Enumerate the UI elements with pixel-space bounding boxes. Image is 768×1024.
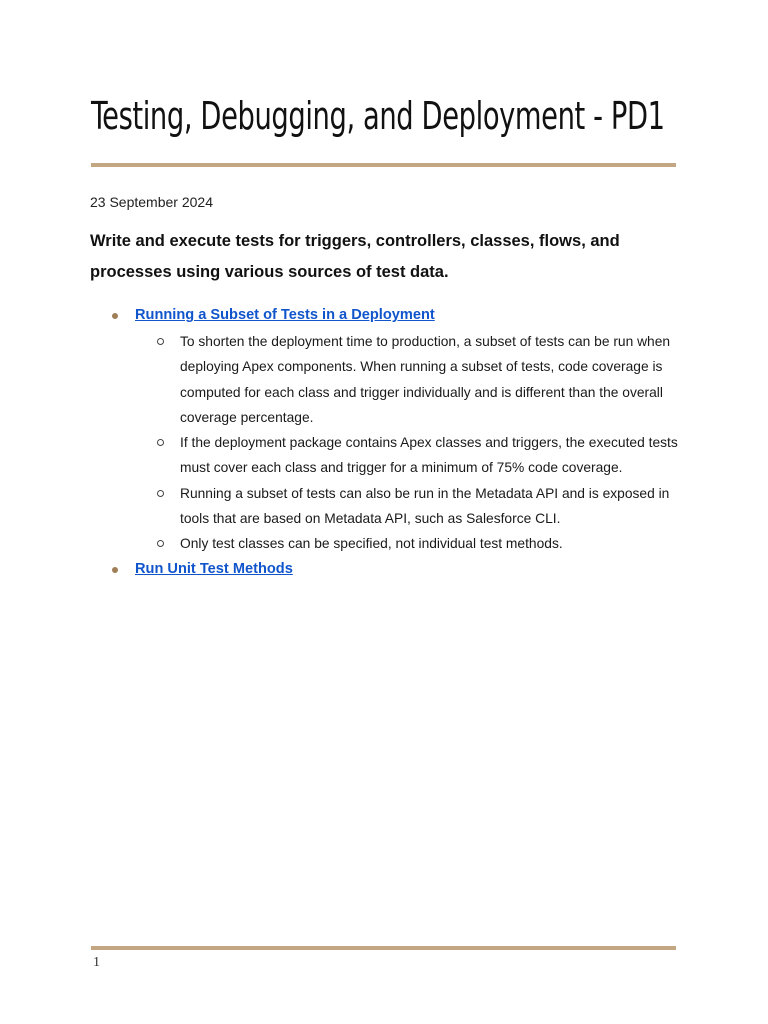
sub-item-text: Running a subset of tests can also be run in the Metadata API and is exposed in tools that are based on Metadata API, such as Salesforce CLI. bbox=[180, 485, 670, 527]
sub-list-item bbox=[135, 430, 690, 481]
sub-list-item bbox=[135, 329, 690, 430]
bullet-dot-icon bbox=[112, 313, 118, 319]
bullet-circle-icon bbox=[157, 338, 164, 345]
page-title: Testing, Debugging, and Deployment - PD1 bbox=[91, 94, 665, 138]
bullet-circle-icon bbox=[157, 490, 164, 497]
running-subset-of-tests-link[interactable]: Running a Subset of Tests in a Deployment bbox=[135, 307, 435, 323]
title-divider bbox=[91, 163, 676, 167]
sub-item-text: If the deployment package contains Apex classes and triggers, the executed tests must cover each class and trigger for a minimum of 75% code coverage. bbox=[180, 435, 678, 476]
sub-list-item bbox=[135, 481, 690, 532]
bullet-circle-icon bbox=[157, 540, 164, 547]
section-heading: Write and execute tests for triggers, controllers, classes, flows, and processes using various sources of test data. bbox=[90, 232, 620, 281]
list-item bbox=[110, 303, 690, 557]
document-date: 23 September 2024 bbox=[90, 194, 213, 210]
sub-item-text: To shorten the deployment time to production, a subset of tests can be run when deploying Apex components. When running a subset of tests, code coverage is computed for each class and trigger individually and is different than the overall coverage percentage. bbox=[180, 334, 671, 425]
sub-list bbox=[135, 329, 690, 557]
footer-divider bbox=[91, 946, 676, 950]
bullet-dot-icon bbox=[112, 567, 118, 573]
list-item bbox=[110, 557, 690, 581]
bullet-circle-icon bbox=[157, 439, 164, 446]
run-unit-test-methods-link[interactable]: Run Unit Test Methods bbox=[135, 560, 293, 577]
page-number: 1 bbox=[93, 955, 100, 970]
sub-item-text: Only test classes can be specified, not individual test methods. bbox=[180, 536, 563, 552]
topic-list bbox=[110, 303, 690, 581]
sub-list-item bbox=[135, 531, 690, 556]
